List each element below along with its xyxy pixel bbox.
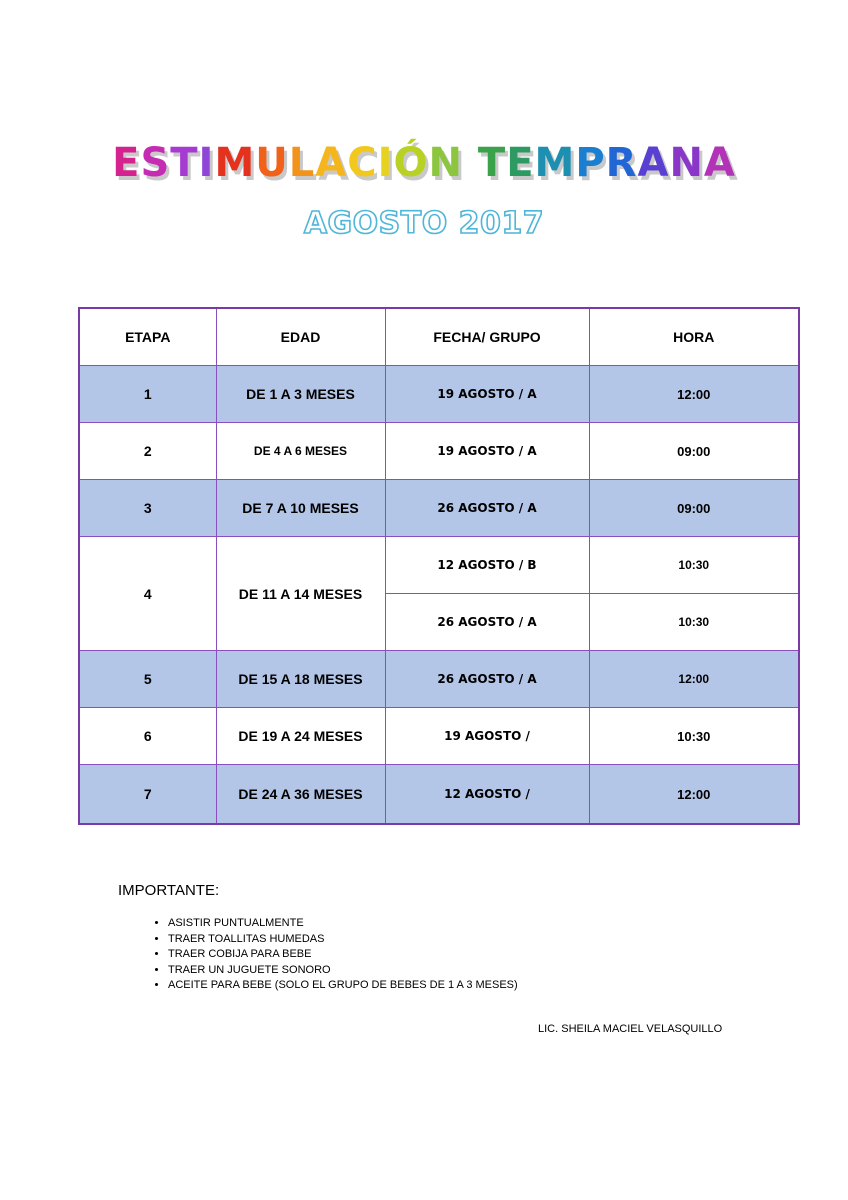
cell-hora: 09:00 bbox=[589, 423, 799, 480]
table-row bbox=[79, 480, 799, 537]
title-letter: N bbox=[428, 140, 463, 186]
cell-etapa: 4 bbox=[79, 537, 216, 651]
cell-etapa: 1 bbox=[79, 366, 216, 423]
title-letter bbox=[463, 140, 478, 186]
cell-hora: 10:30 bbox=[589, 537, 799, 594]
page-subtitle: AGOSTO 2017 bbox=[303, 206, 545, 241]
cell-fecha: 19 AGOSTO / A bbox=[385, 366, 589, 423]
header-hora: HORA bbox=[589, 308, 799, 366]
table-header-row bbox=[79, 308, 799, 366]
title-letter: P bbox=[575, 140, 606, 186]
cell-hora: 09:00 bbox=[589, 480, 799, 537]
cell-hora: 12:00 bbox=[589, 651, 799, 708]
cell-fecha: 19 AGOSTO / A bbox=[385, 423, 589, 480]
table-row bbox=[79, 537, 799, 594]
notes-title: IMPORTANTE: bbox=[118, 882, 220, 899]
table-row bbox=[79, 765, 799, 825]
list-item: • ACEITE PARA BEBE (SOLO EL GRUPO DE BEBES DE 1 A 3 MESES) bbox=[168, 978, 518, 994]
title-letter: T bbox=[477, 140, 507, 186]
list-item: • ASISTIR PUNTUALMENTE bbox=[168, 916, 518, 932]
cell-edad: DE 11 A 14 MESES bbox=[216, 537, 385, 651]
title-letter: I bbox=[198, 140, 215, 186]
page-title bbox=[0, 140, 848, 186]
cell-etapa: 2 bbox=[79, 423, 216, 480]
list-item: • TRAER TOALLITAS HUMEDAS bbox=[168, 932, 518, 948]
title-letter: Ó bbox=[393, 140, 429, 186]
cell-edad: DE 7 A 10 MESES bbox=[216, 480, 385, 537]
notes-list bbox=[142, 916, 518, 994]
cell-hora: 12:00 bbox=[589, 765, 799, 825]
table-row bbox=[79, 366, 799, 423]
title-letter: I bbox=[377, 140, 394, 186]
cell-edad: DE 4 A 6 MESES bbox=[216, 423, 385, 480]
cell-hora: 10:30 bbox=[589, 594, 799, 651]
cell-fecha: 19 AGOSTO / bbox=[385, 708, 589, 765]
title-letter: C bbox=[347, 140, 378, 186]
title-letter: S bbox=[140, 140, 171, 186]
header-edad: EDAD bbox=[216, 308, 385, 366]
title-letter: A bbox=[637, 140, 670, 186]
cell-fecha: 12 AGOSTO / B bbox=[385, 537, 589, 594]
cell-edad: DE 15 A 18 MESES bbox=[216, 651, 385, 708]
cell-fecha: 26 AGOSTO / A bbox=[385, 480, 589, 537]
title-letter: R bbox=[605, 140, 638, 186]
cell-edad: DE 24 A 36 MESES bbox=[216, 765, 385, 825]
title-letter: L bbox=[288, 140, 316, 186]
cell-hora: 10:30 bbox=[589, 708, 799, 765]
title-letter: A bbox=[315, 140, 348, 186]
list-item: • TRAER COBIJA PARA BEBE bbox=[168, 947, 518, 963]
cell-fecha: 26 AGOSTO / A bbox=[385, 651, 589, 708]
cell-etapa: 6 bbox=[79, 708, 216, 765]
schedule-table bbox=[78, 307, 800, 825]
title-letter: N bbox=[669, 140, 704, 186]
cell-edad: DE 1 A 3 MESES bbox=[216, 366, 385, 423]
title-letter: E bbox=[506, 140, 535, 186]
header-etapa: ETAPA bbox=[79, 308, 216, 366]
title-letter: U bbox=[255, 140, 289, 186]
title-letter: E bbox=[112, 140, 141, 186]
title-letter: M bbox=[534, 140, 576, 186]
title-letter: A bbox=[703, 140, 736, 186]
cell-hora: 12:00 bbox=[589, 366, 799, 423]
table-row bbox=[79, 423, 799, 480]
cell-fecha: 12 AGOSTO / bbox=[385, 765, 589, 825]
title-letter: T bbox=[170, 140, 199, 186]
header-fecha-grupo: FECHA/ GRUPO bbox=[385, 308, 589, 366]
title-letter: M bbox=[214, 140, 256, 186]
cell-etapa: 3 bbox=[79, 480, 216, 537]
table-row bbox=[79, 651, 799, 708]
signature: LIC. SHEILA MACIEL VELASQUILLO bbox=[538, 1023, 723, 1035]
list-item: • TRAER UN JUGUETE SONORO bbox=[168, 963, 518, 979]
table-row bbox=[79, 708, 799, 765]
cell-fecha: 26 AGOSTO / A bbox=[385, 594, 589, 651]
cell-edad: DE 19 A 24 MESES bbox=[216, 708, 385, 765]
cell-etapa: 7 bbox=[79, 765, 216, 825]
cell-etapa: 5 bbox=[79, 651, 216, 708]
